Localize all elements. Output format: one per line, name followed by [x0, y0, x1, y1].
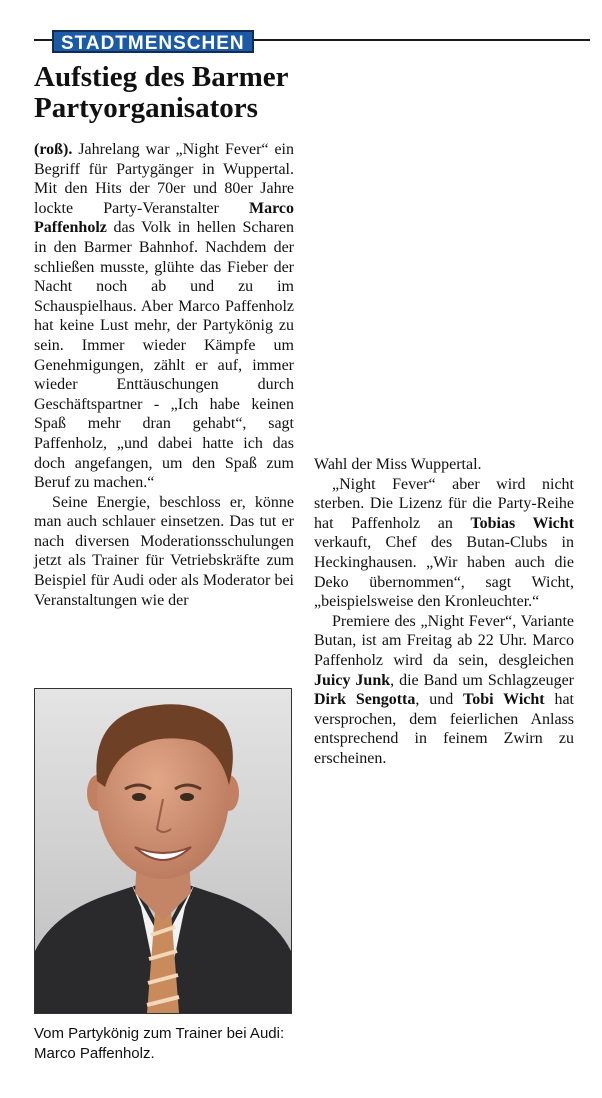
text-run: , die Band um Schlagzeuger — [390, 671, 574, 689]
text-run: verkauft, Chef des Butan-Clubs in Heckinghausen. „Wir haben auch die Deko übernommen“, sagt Wicht, „beispielsweise den Kronleuchter.“ — [314, 534, 574, 611]
bold-name: (roß). — [34, 141, 79, 158]
bold-name: Tobi Wicht — [463, 691, 545, 709]
article-column-1 — [34, 140, 294, 610]
text-run: „Night Fever“ aber wird nicht sterben. Die Lizenz für die Party-Reihe hat Paffenholz an — [314, 475, 574, 532]
text-run: , und — [415, 691, 464, 709]
photo-caption: Vom Partykönig zum Trainer bei Audi: Marco Paffenholz. — [34, 1025, 285, 1062]
portrait-photo — [34, 688, 292, 1014]
article-column-2 — [314, 455, 574, 769]
article-paragraph — [314, 612, 574, 769]
bold-name: Dirk Sengotta — [314, 691, 416, 709]
text-run: hat versprochen, dem feierlichen Anlass entsprechend in feinem Zwirn zu erscheinen. — [314, 691, 574, 767]
article-paragraph — [34, 493, 294, 611]
text-run: das Volk in hellen Scharen in den Barmer Bahnhof. Nachdem der schließen musste, glühte das Fieber der Nacht noch ab und zu im Schauspielhaus. Aber Marco Paffenholz hat keine Lust mehr, der Partykönig zu sein. Immer wieder Kämpfe um Genehmigungen, zählt er auf, immer wieder Enttäuschungen durch Geschäftspartner - „Ich habe keinen Spaß mehr dran gehabt“, sagt Paffenholz, „und dabei hatte ich das doch angefangen, um den Spaß zum Beruf zu machen.“ — [34, 219, 294, 492]
article-paragraph — [34, 140, 294, 493]
bold-name: Tobias Wicht — [470, 514, 574, 532]
text-run: Wahl der Miss Wuppertal. — [314, 456, 482, 473]
bold-name: Marco Paffenholz — [34, 199, 294, 237]
section-kicker: STADTMENSCHEN — [52, 30, 254, 53]
text-run: Seine Energie, beschloss er, könne man auch schlauer einsetzen. Das tut er nach diversen Moderationsschulungen jetzt als Trainer für Vetriebskräfte zum Beispiel für Audi oder als Moderator bei Veranstaltungen wie der — [34, 493, 294, 609]
headline: Aufstieg des Barmer Partyorganisators — [34, 61, 288, 124]
article-paragraph — [314, 455, 574, 475]
text-run: Jahrelang war „Night Fever“ ein Begriff für Partygänger in Wuppertal. Mit den Hits der 70er und 80er Jahre lockte Party-Veranstalter — [34, 141, 294, 217]
bold-name: Juicy Junk — [314, 671, 391, 689]
article-paragraph — [314, 475, 574, 612]
text-run: Premiere des „Night Fever“, Variante Butan, ist am Freitag ab 22 Uhr. Marco Paffenholz wird da sein, desgleichen — [314, 612, 574, 669]
